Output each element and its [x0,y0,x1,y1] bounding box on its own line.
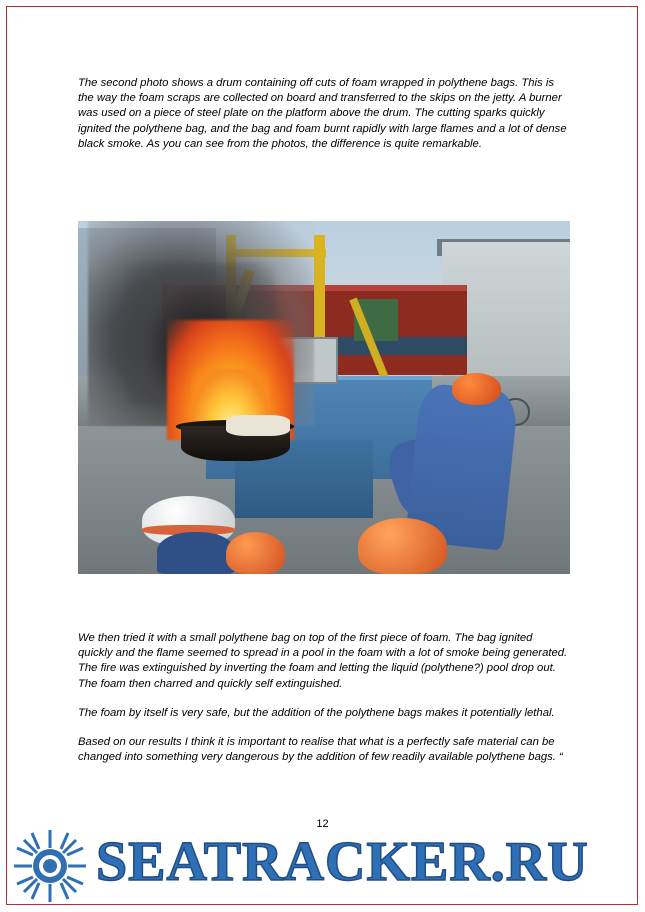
document-body [78,76,570,166]
photo-head-foreground [157,532,236,574]
photo-figure [78,221,570,574]
photo-fire-test-image [78,221,570,574]
page-number: 12 [316,818,329,830]
paragraph-2: We then tried it with a small polythene bag on top of the first piece of foam. The bag ignited quickly and the flame seemed to spread in a pool in the foam with a lot of smoke being generated. The fire was extinguished by inverting the foam and letting the liquid (polythene?) pool drop out. The foam then charred and quickly self extinguished. [78,632,568,690]
photo-helmet-orange-foreground [358,518,447,574]
photo-foam-pieces [226,415,290,436]
photo-helmet-orange-mid [226,532,285,574]
watermark-text: SEATRACKER.RU [96,831,589,893]
paragraph-1: The second photo shows a drum containing off cuts of foam wrapped in polythene bags. This is the way the foam scraps are collected on board and transferred to the skips on the jetty. A burner was used on a piece of steel plate on the platform above the drum. The cutting sparks quickly ignited the polythene bag, and the bag and foam burnt rapidly with large flames and a lot of dense black smoke. As you can see from the photos, the difference is quite remarkable. [78,77,567,150]
paragraph-4: Based on our results I think it is important to realise that what is a perfectly safe material can be changed into something very dangerous by the addition of few readily available polythene bags. “ [78,736,563,764]
watermark [10,824,635,904]
paragraph-3: The foam by itself is very safe, but the addition of the polythene bags makes it potentially lethal. [78,706,555,719]
sun-burst-icon [12,828,88,904]
document-body-lower [78,631,570,779]
photo-helmet-orange-worker [452,373,501,405]
